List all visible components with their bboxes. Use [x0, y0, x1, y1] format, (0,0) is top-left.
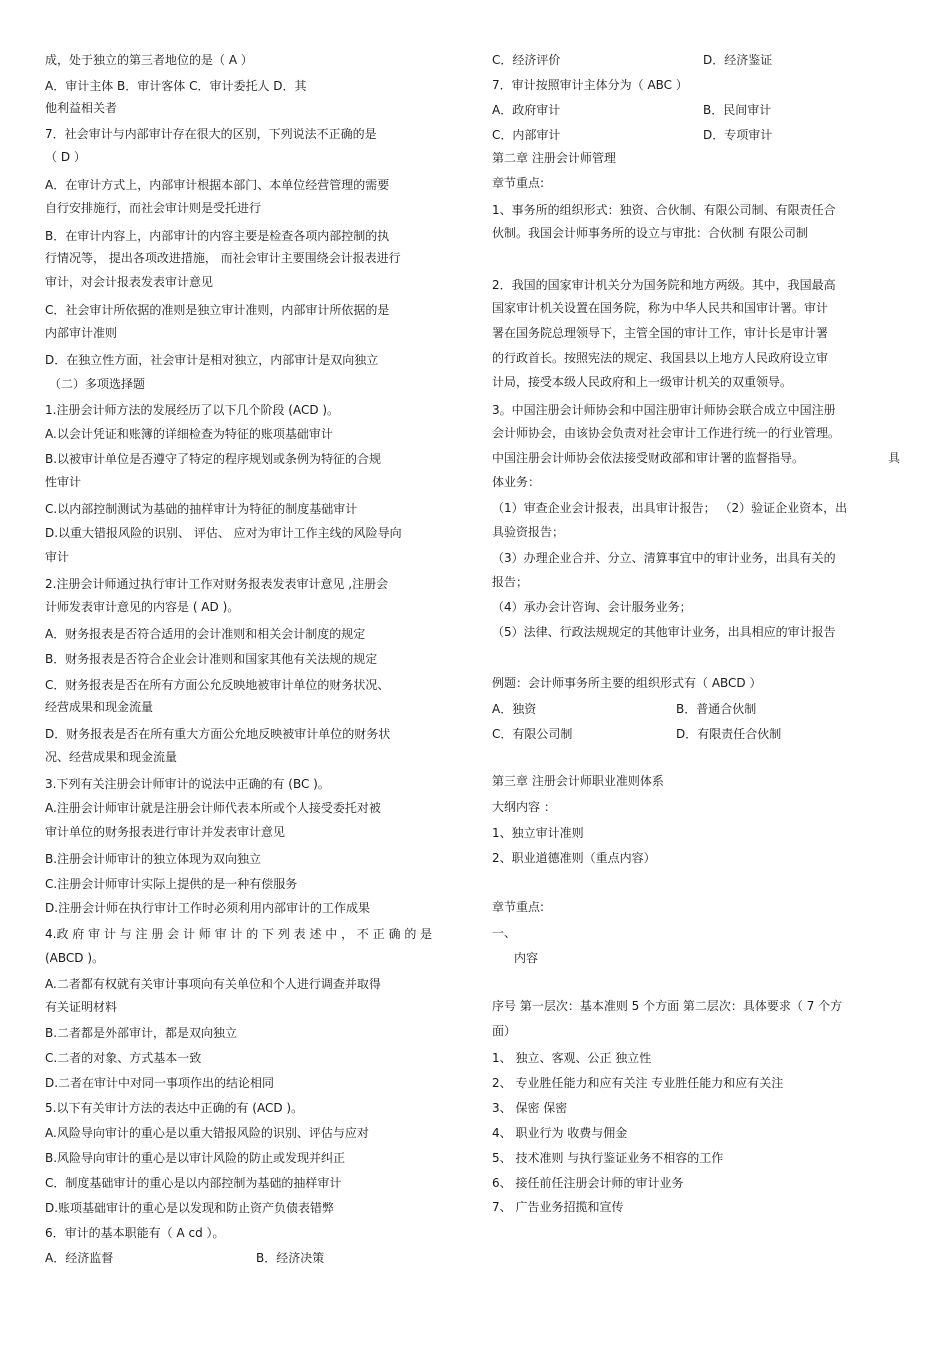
- table-row: 1、 独立、客观、公正 独立性: [492, 1051, 652, 1065]
- text-line: 内容: [514, 951, 539, 965]
- text-line: 会计师协会，由该协会负责对社会审计工作进行统一的行业管理。: [492, 426, 841, 440]
- text-line: 2、职业道德准则（重点内容）: [492, 851, 656, 865]
- text-line: 成，处于独立的第三者地位的是（ A ）: [45, 53, 253, 67]
- text-line: 审计单位的财务报表进行审计并发表审计意见: [45, 825, 286, 839]
- text-line: D.注册会计师在执行审计工作时必须利用内部审计的工作成果: [45, 901, 371, 915]
- option-b: B．普通合伙制: [676, 702, 757, 716]
- table-row: 4、 职业行为 收费与佣金: [492, 1126, 628, 1140]
- option-d: D．专项审计: [703, 128, 773, 142]
- option-c: C．有限公司制: [492, 727, 573, 741]
- text-line: 他利益相关者: [45, 101, 118, 115]
- table-header: 面）: [492, 1024, 517, 1038]
- text-line: C．财务报表是否在所有方面公允反映地被审计单位的财务状况、: [45, 678, 390, 692]
- text-line: B．财务报表是否符合企业会计准则和国家其他有关法规的规定: [45, 652, 378, 666]
- option-a: A．政府审计: [492, 103, 561, 117]
- text-line: 审计，对会计报表发表审计意见: [45, 275, 214, 289]
- text-line: 体业务：: [492, 475, 541, 489]
- text-line: 章节重点:: [492, 176, 545, 190]
- text-line: 经营成果和现金流量: [45, 700, 154, 714]
- text-line: D.账项基础审计的重心是以发现和防止资产负债表错弊: [45, 1201, 335, 1215]
- text-line: （4）承办会计咨询、会计服务业务；: [492, 600, 692, 614]
- text-line: C．社会审计所依据的准则是独立审计准则，内部审计所依据的是: [45, 303, 390, 317]
- text-line: 署在国务院总理领导下，主管全国的审计工作，审计长是审计署: [492, 326, 829, 340]
- text-line: D．财务报表是否在所有重大方面公允地反映被审计单位的财务状: [45, 727, 391, 741]
- text-line: （1）审查企业会计报表，出具审计报告； （2）验证企业资本，出: [492, 501, 848, 515]
- text-line: A.二者都有权就有关审计事项向有关单位和个人进行调查并取得: [45, 977, 381, 991]
- text-line: 2.注册会计师通过执行审计工作对财务报表发表审计意见 ,注册会: [45, 577, 389, 591]
- text-line: 伙制。我国会计师事务所的设立与审批：合伙制 有限公司制: [492, 226, 808, 240]
- text-line: A.注册会计师审计就是注册会计师代表本所或个人接受委托对被: [45, 801, 381, 815]
- option-a: A．经济监督: [45, 1251, 114, 1265]
- text-line: 大纲内容 ：: [492, 800, 556, 814]
- chapter-heading: 第二章 注册会计师管理: [492, 151, 616, 165]
- text-line: 1、独立审计准则: [492, 826, 584, 840]
- text-line: D.二者在审计中对同一事项作出的结论相同: [45, 1076, 275, 1090]
- option-c: C．内部审计: [492, 128, 561, 142]
- text-line: 3.下列有关注册会计师审计的说法中正确的有 (BC )。: [45, 777, 330, 791]
- text-line: 7．审计按照审计主体分为（ ABC ）: [492, 78, 688, 92]
- text-line: 自行安排施行，而社会审计则是受托进行: [45, 201, 262, 215]
- text-line: 中国注册会计师协会依法接受财政部和审计署的监督指导。: [492, 451, 805, 465]
- text-line: C.二者的对象、方式基本一致: [45, 1051, 202, 1065]
- text-line: (ABCD )。: [45, 951, 105, 965]
- option-b: B．经济决策: [256, 1251, 325, 1265]
- text-line: D.以重大错报风险的识别、 评估、 应对为审计工作主线的风险导向: [45, 526, 402, 540]
- text-line: 计局，接受本级人民政府和上一级审计机关的双重领导。: [492, 375, 793, 389]
- text-line: 3。中国注册会计师协会和中国注册审计师协会联合成立中国注册: [492, 403, 836, 417]
- text-line: 一、: [492, 926, 517, 940]
- text-line: 例题：会计师事务所主要的组织形式有（ ABCD ）: [492, 676, 762, 690]
- text-line: A.以会计凭证和账簿的详细检查为特征的账项基础审计: [45, 427, 333, 441]
- text-line: A．在审计方式上，内部审计根据本部门、本单位经营管理的需要: [45, 178, 390, 192]
- option-b: B．民间审计: [703, 103, 772, 117]
- text-line: B.风险导向审计的重心是以审计风险的防止或发现并纠正: [45, 1151, 346, 1165]
- text-line: （3）办理企业合并、分立、清算事宜中的审计业务，出具有关的: [492, 551, 836, 565]
- option-a: A．独资: [492, 702, 537, 716]
- text-line: B.注册会计师审计的独立体现为双向独立: [45, 852, 262, 866]
- option-d: D．经济鉴证: [703, 53, 773, 67]
- text-line: 的行政首长。按照宪法的规定、我国县以上地方人民政府设立审: [492, 351, 829, 365]
- text-line: 5.以下有关审计方法的表达中正确的有 (ACD )。: [45, 1101, 304, 1115]
- text-line: 章节重点:: [492, 900, 545, 914]
- table-row: 2、 专业胜任能力和应有关注 专业胜任能力和应有关注: [492, 1076, 784, 1090]
- text-line: 审计: [45, 550, 70, 564]
- text-line: A.风险导向审计的重心是以重大错报风险的识别、评估与应对: [45, 1126, 369, 1140]
- table-row: 5、 技术准则 与执行鉴证业务不相容的工作: [492, 1151, 724, 1165]
- text-line: C．制度基础审计的重心是以内部控制为基础的抽样审计: [45, 1176, 342, 1190]
- table-row: 6、 接任前任注册会计师的审计业务: [492, 1176, 684, 1190]
- text-line: 2．我国的国家审计机关分为国务院和地方两级。其中，我国最高: [492, 278, 836, 292]
- text-line: 1.注册会计师方法的发展经历了以下几个阶段 (ACD )。: [45, 403, 340, 417]
- text-line: 7．社会审计与内部审计存在很大的区别，下列说法不正确的是: [45, 127, 377, 141]
- text-line: 6．审计的基本职能有（ A cd ）。: [45, 1226, 225, 1240]
- text-line: 具验资报告；: [492, 525, 565, 539]
- text-line: A．审计主体 B．审计客体 C．审计委托人 D．其: [45, 79, 307, 93]
- text-line: 况、经营成果和现金流量: [45, 750, 178, 764]
- text-line: （5）法律、行政法规规定的其他审计业务，出具相应的审计报告: [492, 625, 836, 639]
- text-line: 1、事务所的组织形式：独资、合伙制、有限公司制、有限责任合: [492, 203, 836, 217]
- option-d: D．有限责任合伙制: [676, 727, 782, 741]
- text-line: 报告；: [492, 575, 529, 589]
- option-c: C．经济评价: [492, 53, 561, 67]
- text-line: C.以内部控制测试为基础的抽样审计为特征的制度基础审计: [45, 502, 358, 516]
- table-row: 7、 广告业务招揽和宣传: [492, 1200, 624, 1214]
- text-line: C.注册会计师审计实际上提供的是一种有偿服务: [45, 877, 298, 891]
- text-line: 4.政 府 审 计 与 注 册 会 计 师 审 计 的 下 列 表 述 中 ， 不 正 确 的 是: [45, 927, 433, 941]
- text-line: A．财务报表是否符合适用的会计准则和相关会计制度的规定: [45, 627, 366, 641]
- text-line: 具: [888, 451, 901, 465]
- text-line: 有关证明材料: [45, 1000, 118, 1014]
- table-row: 3、 保密 保密: [492, 1101, 568, 1115]
- text-line: B.以被审计单位是否遵守了特定的程序规划或条例为特征的合规: [45, 452, 382, 466]
- text-line: B．在审计内容上，内部审计的内容主要是检查各项内部控制的执: [45, 229, 390, 243]
- text-line: （ D ）: [45, 150, 86, 164]
- text-line: 性审计: [45, 475, 82, 489]
- text-line: 行情况等， 提出各项改进措施， 而社会审计主要围绕会计报表进行: [45, 251, 401, 265]
- text-line: 内部审计准则: [45, 326, 118, 340]
- text-line: 计师发表审计意见的内容是 ( AD )。: [45, 600, 240, 614]
- text-line: B.二者都是外部审计，都是双向独立: [45, 1026, 238, 1040]
- text-line: 国家审计机关设置在国务院，称为中华人民共和国审计署。审计: [492, 301, 829, 315]
- table-header: 序号 第一层次：基本准则 5 个方面 第二层次：具体要求（ 7 个方: [492, 999, 843, 1013]
- section-heading: （二）多项选择题: [49, 377, 146, 391]
- text-line: D．在独立性方面，社会审计是相对独立，内部审计是双向独立: [45, 353, 379, 367]
- chapter-heading: 第三章 注册会计师职业准则体系: [492, 774, 664, 788]
